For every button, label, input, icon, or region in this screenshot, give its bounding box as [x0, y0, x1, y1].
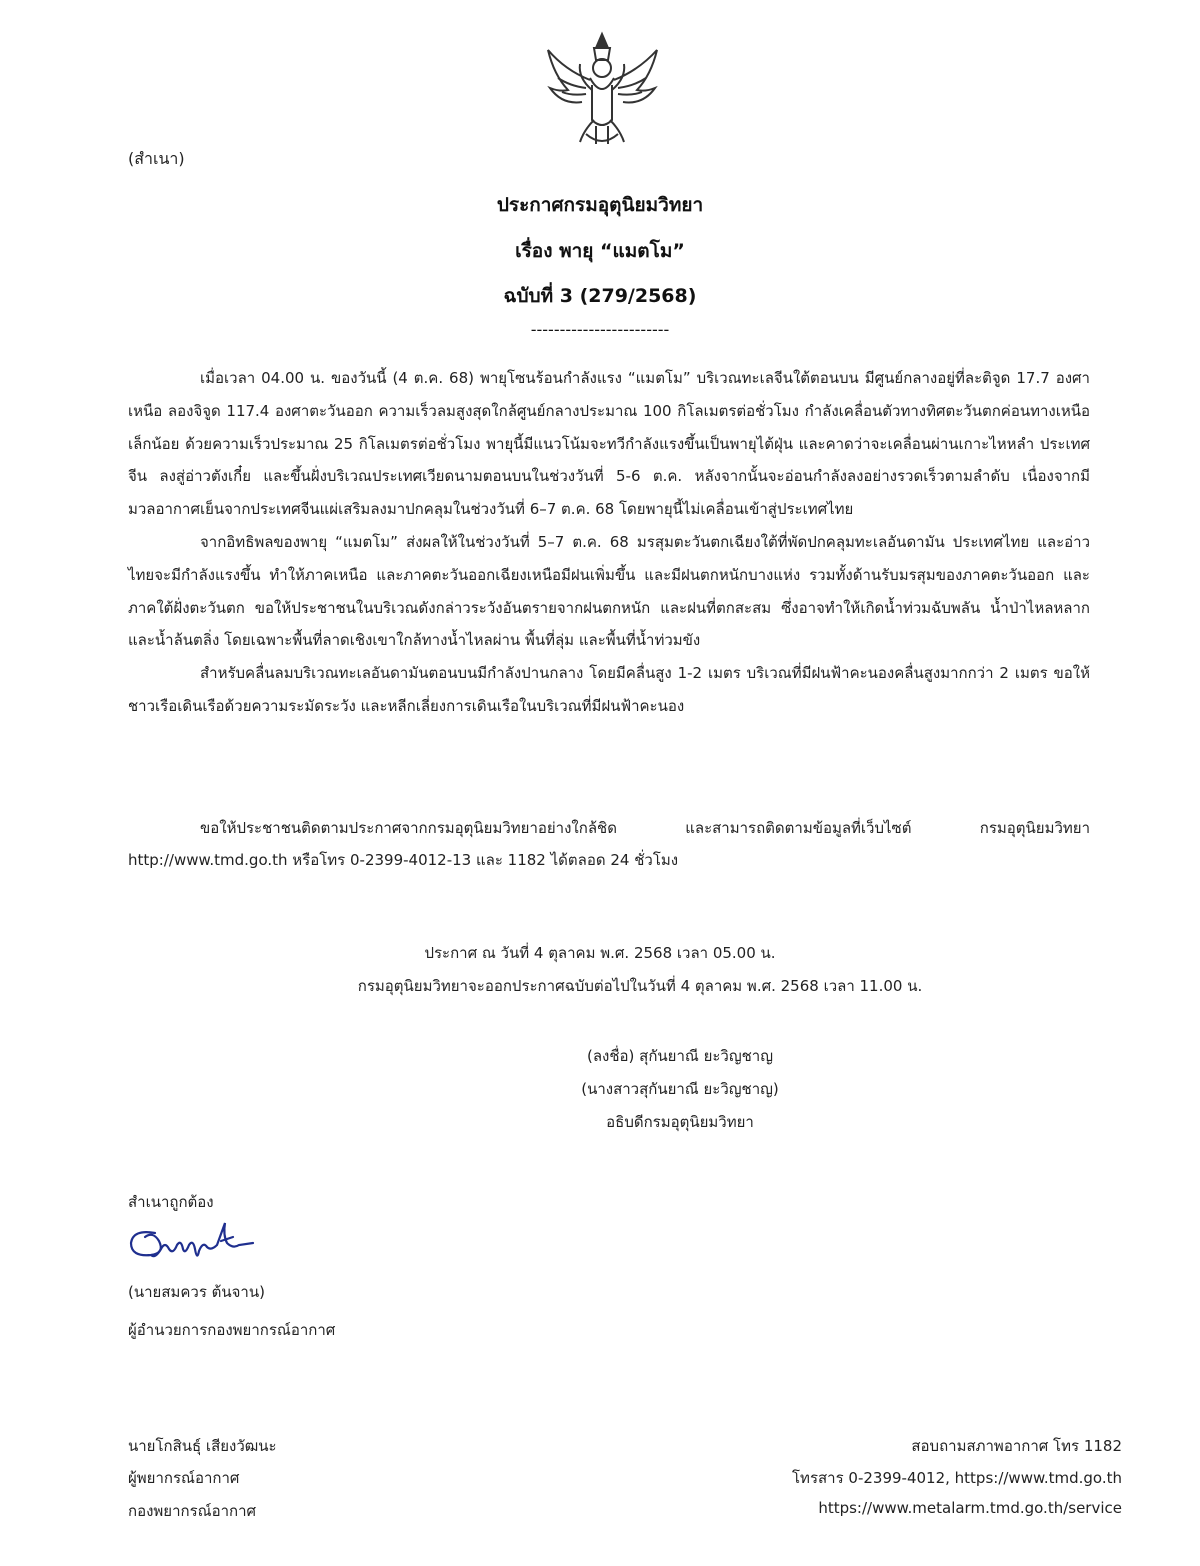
- signer-signed: (ลงชื่อ) สุกันยาณี ยะวิญชาญ: [587, 1047, 773, 1065]
- hotline-info: สอบถามสภาพอากาศ โทร 1182: [911, 1437, 1122, 1455]
- issued-date: ประกาศ ณ วันที่ 4 ตุลาคม พ.ศ. 2568 เวลา 05.00 น.: [424, 944, 776, 962]
- handwritten-signature-icon: [125, 1215, 260, 1267]
- title-divider: ------------------------: [530, 320, 670, 339]
- fax-website-info: โทรสาร 0-2399-4012, https://www.tmd.go.th: [792, 1469, 1122, 1487]
- body-paragraph: เมื่อเวลา 04.00 น. ของวันนี้ (4 ต.ค. 68) พายุโซนร้อนกำลังแรง “แมตโม” บริเวณทะเลจีนใต้ตอนบน มีศูนย์กลางอยู่ที่ละติจูด 17.7 องศาเหนือ ลองจิจูด 117.4 องศาตะวันออก ความเร็วลมสูงสุดใกล้ศูนย์กลางประมาณ 100 กิโลเมตรต่อชั่วโมง กำลังเคลื่อนตัวทางทิศตะวันตกค่อนทางเหนือเล็กน้อย ด้วยความเร็วประมาณ 25 กิโลเมตรต่อชั่วโมง พายุนี้มีแนวโน้มจะทวีกำลังแรงขึ้นเป็นพายุไต้ฝุ่น และคาดว่าจะเคลื่อนผ่านเกาะไหหลำ ประเทศจีน ลงสู่อ่าวตังเกี๋ย และขึ้นฝั่งบริเวณประเทศเวียดนามตอนบนในช่วงวันที่ 5-6 ต.ค. หลังจากนั้นจะอ่อนกำลังลงอย่างรวดเร็วตามลำดับ เนื่องจากมีมวลอากาศเย็นจากประเทศจีนแผ่เสริมลงมาปกคลุมในช่วงวันที่ 6–7 ต.ค. 68 โดยพายุนี้ไม่เคลื่อนเข้าสู่ประเทศไทย: [128, 369, 1090, 519]
- body-paragraph: จากอิทธิพลของพายุ “แมตโม” ส่งผลให้ในช่วงวันที่ 5–7 ต.ค. 68 มรสุมตะวันตกเฉียงใต้ที่พัดปกคลุมทะเลอันดามัน ประเทศไทย และอ่าวไทยจะมีกำลังแรงขึ้น ทำให้ภาคเหนือ และภาคตะวันออกเฉียงเหนือมีฝนเพิ่มขึ้น และมีฝนตกหนักบางแห่ง รวมทั้งด้านรับมรสุมของภาคตะวันออก และภาคใต้ฝั่งตะวันตก ขอให้ประชาชนในบริเวณดังกล่าวระวังอันตรายจากฝนตกหนัก และฝนที่ตกสะสม ซึ่งอาจทำให้เกิดน้ำท่วมฉับพลัน น้ำป่าไหลหลาก และน้ำล้นตลิ่ง โดยเฉพาะพื้นที่ลาดเชิงเขาใกล้ทางน้ำไหลผ่าน พื้นที่ลุ่ม และพื้นที่น้ำท่วมขัง: [128, 532, 1090, 650]
- certified-label: สำเนาถูกต้อง: [128, 1193, 214, 1211]
- garuda-emblem-icon: [540, 30, 665, 148]
- next-issue-note: กรมอุตุนิยมวิทยาจะออกประกาศฉบับต่อไปในวันที่ 4 ตุลาคม พ.ศ. 2568 เวลา 11.00 น.: [357, 977, 923, 995]
- contact-section: [128, 812, 1090, 876]
- service-url: https://www.metalarm.tmd.go.th/service: [818, 1499, 1122, 1517]
- announcement-number: ฉบับที่ 3 (279/2568): [503, 285, 697, 307]
- announcement-body: [128, 362, 1090, 723]
- forecaster-name: นายโกสินธุ์ เสียงวัฒนะ: [128, 1437, 277, 1455]
- contact-paragraph: ขอให้ประชาชนติดตามประกาศจากกรมอุตุนิยมวิทยาอย่างใกล้ชิด และสามารถติดตามข้อมูลที่เว็บไซต์ กรมอุตุนิยมวิทยา http://www.tmd.go.th หรือโทร 0-2399-4012-13 และ 1182 ได้ตลอด 24 ชั่วโมง: [128, 819, 1090, 869]
- signer-position: อธิบดีกรมอุตุนิยมวิทยา: [606, 1113, 754, 1131]
- announcement-subject: เรื่อง พายุ “แมตโม”: [515, 240, 685, 262]
- announcement-title: ประกาศกรมอุตุนิยมวิทยา: [496, 194, 704, 216]
- forecaster-position: ผู้พยากรณ์อากาศ: [128, 1469, 240, 1487]
- certifier-name: (นายสมควร ต้นจาน): [128, 1283, 265, 1301]
- certifier-position: ผู้อำนวยการกองพยากรณ์อากาศ: [128, 1321, 336, 1339]
- copy-mark: (สำเนา): [128, 149, 185, 168]
- forecaster-division: กองพยากรณ์อากาศ: [128, 1502, 257, 1520]
- body-paragraph: สำหรับคลื่นลมบริเวณทะเลอันดามันตอนบนมีกำลังปานกลาง โดยมีคลื่นสูง 1-2 เมตร บริเวณที่มีฝนฟ้าคะนองคลื่นสูงมากกว่า 2 เมตร ขอให้ชาวเรือเดินเรือด้วยความระมัดระวัง และหลีกเลี่ยงการเดินเรือในบริเวณที่มีฝนฟ้าคะนอง: [128, 664, 1090, 715]
- signer-name: (นางสาวสุกันยาณี ยะวิญชาญ): [581, 1080, 779, 1098]
